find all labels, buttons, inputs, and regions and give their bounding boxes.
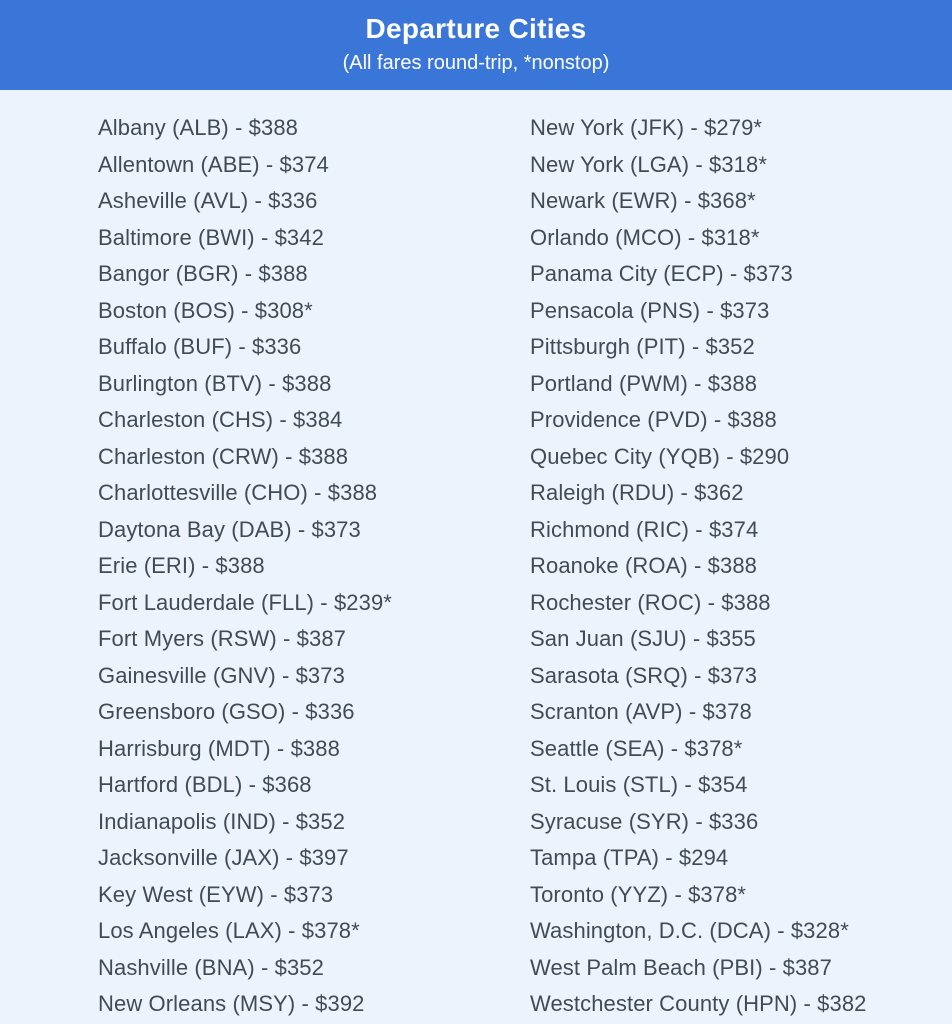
fare-item: Key West (EYW) - $373 bbox=[98, 881, 334, 907]
fare-item: Orlando (MCO) - $318* bbox=[530, 224, 760, 250]
fare-item: Allentown (ABE) - $374 bbox=[98, 151, 329, 177]
fare-item: Roanoke (ROA) - $388 bbox=[530, 553, 757, 578]
fare-item: Fort Lauderdale (FLL) - $239* bbox=[98, 589, 392, 615]
fare-item: Burlington (BTV) - $388 bbox=[98, 370, 332, 396]
fare-item: Boston (BOS) - $308* bbox=[98, 297, 313, 323]
fare-item: Newark (EWR) - $368* bbox=[530, 188, 756, 213]
fare-item: Gainesville (GNV) - $373 bbox=[98, 662, 345, 688]
fare-list-left bbox=[98, 110, 530, 1023]
fare-item: Greensboro (GSO) - $336 bbox=[98, 699, 355, 724]
fare-item: Daytona Bay (DAB) - $373 bbox=[98, 516, 361, 542]
fare-item: Seattle (SEA) - $378* bbox=[530, 735, 743, 761]
fare-item: St. Louis (STL) - $354 bbox=[530, 772, 748, 797]
fare-item: Albany (ALB) - $388 bbox=[98, 115, 299, 140]
fare-item: San Juan (SJU) - $355 bbox=[530, 626, 756, 651]
fare-item: Buffalo (BUF) - $336 bbox=[98, 334, 302, 359]
fare-item: Tampa (TPA) - $294 bbox=[530, 845, 729, 870]
fare-item: Charleston (CRW) - $388 bbox=[98, 443, 349, 469]
fare-item: Westchester County (HPN) - $382 bbox=[530, 991, 867, 1016]
fare-board bbox=[0, 90, 952, 1023]
fare-item: Pittsburgh (PIT) - $352 bbox=[530, 334, 755, 359]
fare-item: Bangor (BGR) - $388 bbox=[98, 261, 308, 286]
fare-item: Charlottesville (CHO) - $388 bbox=[98, 480, 378, 505]
fare-list-right bbox=[530, 110, 952, 1023]
fare-item: Portland (PWM) - $388 bbox=[530, 370, 758, 396]
fare-item: Jacksonville (JAX) - $397 bbox=[98, 845, 349, 870]
page-subtitle: (All fares round-trip, *nonstop) bbox=[342, 52, 610, 74]
fare-item: Sarasota (SRQ) - $373 bbox=[530, 662, 758, 688]
fare-item: Toronto (YYZ) - $378* bbox=[530, 881, 747, 907]
fare-item: Scranton (AVP) - $378 bbox=[530, 699, 752, 724]
fare-item: Quebec City (YQB) - $290 bbox=[530, 443, 790, 469]
fare-item: Charleston (CHS) - $384 bbox=[98, 407, 343, 432]
fare-item: Nashville (BNA) - $352 bbox=[98, 954, 324, 980]
fare-item: Fort Myers (RSW) - $387 bbox=[98, 626, 346, 651]
fare-item: Los Angeles (LAX) - $378* bbox=[98, 918, 360, 943]
fare-item: Baltimore (BWI) - $342 bbox=[98, 224, 324, 250]
fare-item: New York (JFK) - $279* bbox=[530, 115, 763, 140]
fare-item: New Orleans (MSY) - $392 bbox=[98, 991, 365, 1016]
fare-item: Erie (ERI) - $388 bbox=[98, 553, 265, 578]
fare-item: Hartford (BDL) - $368 bbox=[98, 772, 312, 797]
fare-item: Pensacola (PNS) - $373 bbox=[530, 297, 770, 323]
fare-item: Washington, D.C. (DCA) - $328* bbox=[530, 918, 849, 943]
fare-item: Harrisburg (MDT) - $388 bbox=[98, 735, 340, 761]
fare-item: West Palm Beach (PBI) - $387 bbox=[530, 954, 832, 980]
fare-item: Panama City (ECP) - $373 bbox=[530, 261, 793, 286]
fare-item: Asheville (AVL) - $336 bbox=[98, 188, 318, 213]
fare-item: Providence (PVD) - $388 bbox=[530, 407, 777, 432]
fare-item: Richmond (RIC) - $374 bbox=[530, 516, 759, 542]
fare-item: Rochester (ROC) - $388 bbox=[530, 589, 771, 615]
fare-item: Indianapolis (IND) - $352 bbox=[98, 808, 346, 834]
fare-item: Syracuse (SYR) - $336 bbox=[530, 808, 759, 834]
header-banner bbox=[0, 0, 952, 90]
fare-item: Raleigh (RDU) - $362 bbox=[530, 480, 744, 505]
page-title: Departure Cities bbox=[365, 13, 587, 44]
fare-item: New York (LGA) - $318* bbox=[530, 151, 767, 177]
